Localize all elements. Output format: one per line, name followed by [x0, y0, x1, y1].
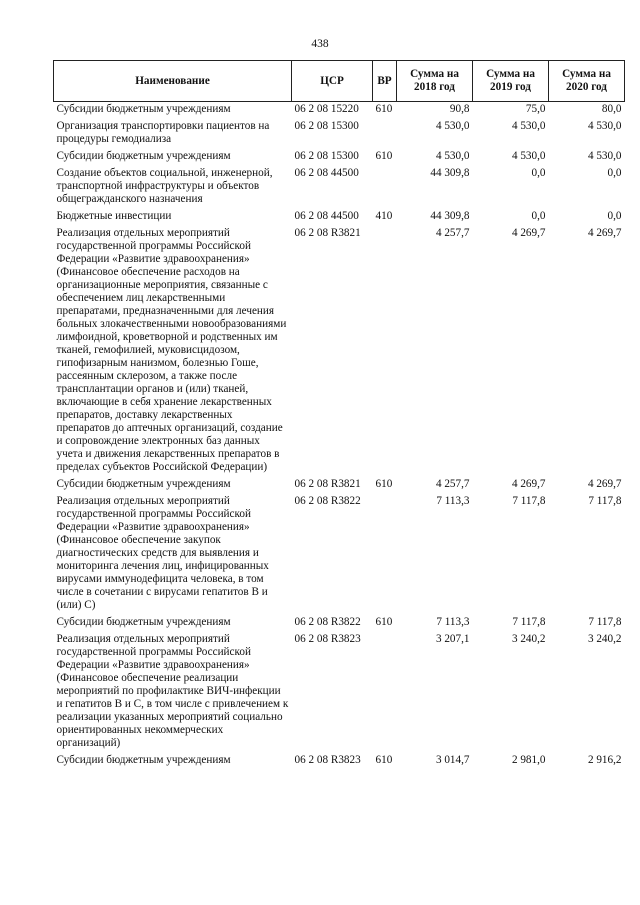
- row-sum-2019: 4 269,7: [511, 478, 546, 490]
- header-sum-2020: Сумма на 2020 год: [549, 61, 625, 102]
- header-sum-2019: Сумма на 2019 год: [473, 61, 549, 102]
- row-vr: 610: [375, 478, 393, 490]
- row-sum-2018: 3 014,7: [435, 754, 470, 766]
- table-row: [54, 119, 625, 149]
- row-sum-2020: 4 269,7: [587, 478, 622, 490]
- row-sum-2020: 7 117,8: [588, 495, 622, 507]
- row-sum-2019: 4 530,0: [511, 150, 546, 162]
- row-sum-2018: 90,8: [449, 103, 470, 115]
- header-vr: ВР: [373, 61, 397, 102]
- row-csr: 06 2 08 15220: [294, 103, 359, 115]
- row-sum-2019: 75,0: [525, 103, 546, 115]
- row-sum-2018: 7 113,3: [436, 495, 470, 507]
- row-name: Субсидии бюджетным учреждениям: [56, 754, 231, 766]
- row-vr: 610: [375, 103, 393, 115]
- row-vr: 610: [375, 150, 393, 162]
- page-number: 438: [311, 38, 329, 50]
- row-sum-2020: 2 916,2: [587, 754, 622, 766]
- row-sum-2020: 80,0: [601, 103, 622, 115]
- row-csr: 06 2 08 R3822: [294, 616, 361, 628]
- row-sum-2020: 0,0: [607, 167, 622, 179]
- row-vr: [373, 226, 397, 477]
- table-row: [54, 477, 625, 494]
- table-row: [54, 149, 625, 166]
- row-name: Реализация отдельных мероприятий государственной программы Российской Федерации «Развитие здравоохранения» (Финансовое обеспечение расходов на организационные мероприятия, связанные с обеспечением лиц лекарственными препаратами, предназначенными для лечения больных злокачественными новообразованиями лимфоидной, кроветворной и родственных им тканей, гемофилией, муковисцидозом, гипофизарным нанизмом, болезнью Гоше, рассеянным склерозом, а также после трансплантации органов и (или) тканей, включающие в себя хранение лекарственных препаратов, доставку лекарственных препаратов до аптечных организаций, создание и сопровождение электронных баз данных учета и движения лекарственных препаратов в пределах субъектов Российской Федерации): [56, 227, 287, 473]
- row-name: Субсидии бюджетным учреждениям: [56, 478, 231, 490]
- row-sum-2018: 3 207,1: [435, 633, 470, 645]
- row-csr: 06 2 08 15300: [294, 120, 359, 132]
- row-vr: [373, 632, 397, 753]
- row-sum-2020: 3 240,2: [587, 633, 622, 645]
- header-name: Наименование: [54, 61, 292, 102]
- table-row: [54, 494, 625, 615]
- row-sum-2018: 4 530,0: [435, 120, 470, 132]
- row-sum-2019: 3 240,2: [511, 633, 546, 645]
- header-sum-2018: Сумма на 2018 год: [397, 61, 473, 102]
- row-sum-2019: 7 117,8: [512, 495, 546, 507]
- row-vr: 610: [375, 616, 393, 628]
- row-csr: 06 2 08 R3821: [294, 227, 361, 239]
- row-csr: 06 2 08 R3821: [294, 478, 361, 490]
- row-vr: [373, 166, 397, 209]
- row-name: Субсидии бюджетным учреждениям: [56, 103, 231, 115]
- row-sum-2019: 0,0: [531, 167, 546, 179]
- row-csr: 06 2 08 R3823: [294, 633, 361, 645]
- table-row: [54, 102, 625, 120]
- row-sum-2019: 0,0: [531, 210, 546, 222]
- row-sum-2019: 2 981,0: [511, 754, 546, 766]
- row-name: Создание объектов социальной, инженерной, транспортной инфраструктуры и объектов общегражданского назначения: [56, 167, 273, 205]
- row-vr: [373, 494, 397, 615]
- row-sum-2018: 7 113,3: [436, 616, 470, 628]
- header-csr: ЦСР: [292, 61, 373, 102]
- row-name: Реализация отдельных мероприятий государственной программы Российской Федерации «Развитие здравоохранения» (Финансовое обеспечение закупок диагностических средств для выявления и мониторинга лечения лиц, инфицированных вирусами иммунодефицита человека, в том числе в сочетании с вирусами гепатитов В и (или) С): [56, 495, 269, 611]
- row-csr: 06 2 08 44500: [294, 167, 359, 179]
- budget-table: [53, 60, 625, 770]
- row-name: Реализация отдельных мероприятий государственной программы Российской Федерации «Развитие здравоохранения» (Финансовое обеспечение реализации мероприятий по профилактике ВИЧ-инфекции и гепатитов В и С, в том числе с привлечением к реализации указанных мероприятий социально ориентированных некоммерческих организаций): [56, 633, 289, 749]
- row-vr: [373, 119, 397, 149]
- row-sum-2018: 4 530,0: [435, 150, 470, 162]
- row-sum-2019: 7 117,8: [512, 616, 546, 628]
- row-name: Субсидии бюджетным учреждениям: [56, 150, 231, 162]
- row-sum-2018: 4 257,7: [435, 227, 470, 239]
- table-row: [54, 226, 625, 477]
- table-row: [54, 166, 625, 209]
- row-sum-2018: 44 309,8: [430, 167, 470, 179]
- table-header-row: [54, 61, 625, 102]
- row-sum-2020: 7 117,8: [588, 616, 622, 628]
- table-row: [54, 209, 625, 226]
- row-sum-2020: 4 530,0: [587, 120, 622, 132]
- row-sum-2019: 4 269,7: [511, 227, 546, 239]
- table-row: [54, 753, 625, 770]
- row-csr: 06 2 08 15300: [294, 150, 359, 162]
- row-csr: 06 2 08 R3822: [294, 495, 361, 507]
- row-name: Субсидии бюджетным учреждениям: [56, 616, 231, 628]
- row-name: Бюджетные инвестиции: [56, 210, 172, 222]
- row-sum-2018: 44 309,8: [430, 210, 470, 222]
- row-sum-2020: 0,0: [607, 210, 622, 222]
- row-sum-2019: 4 530,0: [511, 120, 546, 132]
- table-row: [54, 615, 625, 632]
- row-csr: 06 2 08 44500: [294, 210, 359, 222]
- row-csr: 06 2 08 R3823: [294, 754, 361, 766]
- row-sum-2020: 4 530,0: [587, 150, 622, 162]
- row-vr: 610: [375, 754, 393, 766]
- row-sum-2020: 4 269,7: [587, 227, 622, 239]
- row-name: Организация транспортировки пациентов на процедуры гемодиализа: [56, 120, 270, 145]
- row-vr: 410: [375, 210, 393, 222]
- table-row: [54, 632, 625, 753]
- row-sum-2018: 4 257,7: [435, 478, 470, 490]
